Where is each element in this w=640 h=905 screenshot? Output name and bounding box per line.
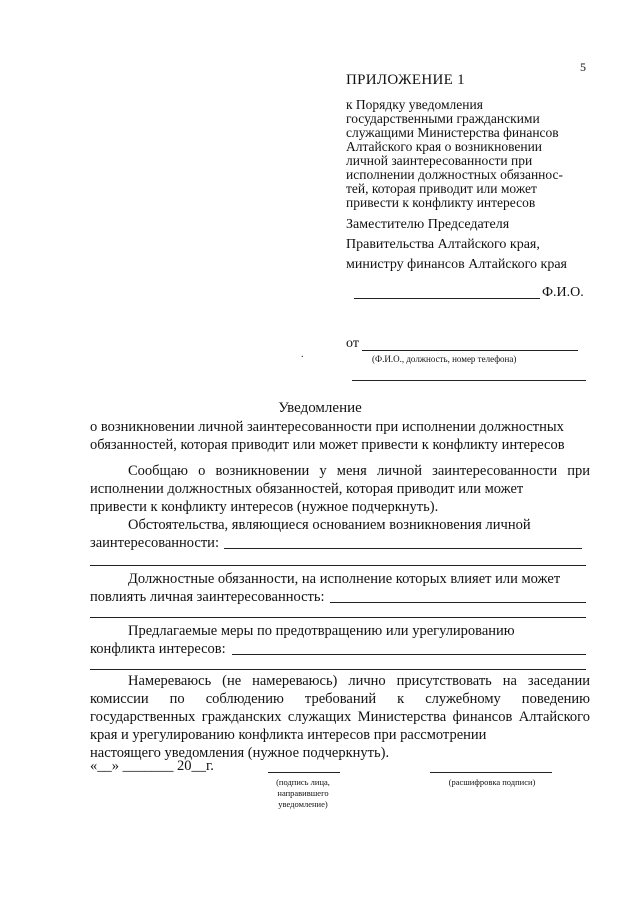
- appendix-line: исполнении должностных обязаннос-: [346, 167, 563, 182]
- addressee-block: [346, 215, 567, 275]
- appendix-title: ПРИЛОЖЕНИЕ 1: [346, 72, 465, 88]
- paragraph-text: Сообщаю о возникновении у меня личной заинтересованности при исполнении должностных обязанностей, которая приводит или может: [90, 463, 590, 497]
- appendix-line: служащими Министерства финансов: [346, 125, 559, 140]
- appendix-line: привести к конфликту интересов: [346, 195, 536, 210]
- fio-input-line[interactable]: [354, 298, 540, 299]
- measures-input-line-2[interactable]: [90, 669, 586, 670]
- subtitle-line: обязанностей, которая приводит или может привести к конфликту интересов: [90, 437, 565, 453]
- addressee-line: министру финансов Алтайского края: [346, 257, 567, 272]
- appendix-text: [346, 98, 563, 210]
- decode-caption: (расшифровка подписи): [448, 777, 536, 787]
- from-caption: (Ф.И.О., должность, номер телефона): [372, 354, 517, 364]
- paragraph-5: [90, 672, 590, 762]
- notice-subtitle: [90, 418, 565, 454]
- duties-input-line[interactable]: [330, 602, 586, 603]
- paragraph-last-line: конфликта интересов:: [90, 641, 226, 657]
- paragraph-last-line: повлиять личная заинтересованность:: [90, 589, 325, 605]
- appendix-line: личной заинтересованности при: [346, 153, 533, 168]
- from-input-line[interactable]: [362, 350, 578, 351]
- signature-line[interactable]: [268, 772, 340, 773]
- paragraph-1: [90, 462, 590, 516]
- decode-line[interactable]: [430, 772, 552, 773]
- measures-input-line[interactable]: [232, 654, 586, 655]
- fio-label: Ф.И.О.: [542, 285, 584, 300]
- paragraph-4: [90, 622, 590, 658]
- appendix-line: Алтайского края о возникновении: [346, 139, 543, 154]
- paragraph-last-line: настоящего уведомления (нужное подчеркнуть).: [90, 745, 390, 761]
- paragraph-text: Должностные обязанности, на исполнение которых влияет или может: [128, 571, 561, 587]
- addressee-line: Правительства Алтайского края,: [346, 237, 540, 252]
- paragraph-last-line: заинтересованности:: [90, 535, 219, 551]
- subtitle-line: о возникновении личной заинтересованности при исполнении должностных: [90, 419, 564, 435]
- page-number: 5: [580, 60, 586, 74]
- paragraph-last-line: привести к конфликту интересов (нужное подчеркнуть).: [90, 499, 439, 515]
- paragraph-text: Предлагаемые меры по предотвращению или урегулированию: [128, 623, 515, 639]
- circumstances-input-line-2[interactable]: [90, 565, 586, 566]
- circumstances-input-line[interactable]: [224, 548, 582, 549]
- from-label: от: [346, 336, 359, 351]
- paragraph-text: Намереваюсь (не намереваюсь) лично присутствовать на заседании комиссии по соблюдению требований к служебному поведению государственных гражданских служащих Министерства финансов Алтайского края и урегулированию конфликта интересов при рассмотрении: [90, 673, 590, 743]
- addressee-line: Заместителю Председателя: [346, 217, 510, 232]
- paragraph-text: Обстоятельства, являющиеся основанием возникновения личной: [128, 517, 531, 533]
- paragraph-2: [90, 516, 590, 552]
- appendix-line: тей, которая приводит или может: [346, 181, 537, 196]
- appendix-line: к Порядку уведомления: [346, 97, 483, 112]
- date-line: «__» _______ 20__г.: [90, 758, 214, 774]
- duties-input-line-2[interactable]: [90, 617, 586, 618]
- appendix-line: государственными гражданскими: [346, 111, 540, 126]
- paragraph-3: [90, 570, 590, 606]
- stray-dot: .: [301, 349, 304, 360]
- notice-title: Уведомление: [278, 400, 362, 416]
- signature-caption: (подпись лица, направившего уведомление): [276, 777, 330, 809]
- from-extra-line[interactable]: [352, 380, 586, 381]
